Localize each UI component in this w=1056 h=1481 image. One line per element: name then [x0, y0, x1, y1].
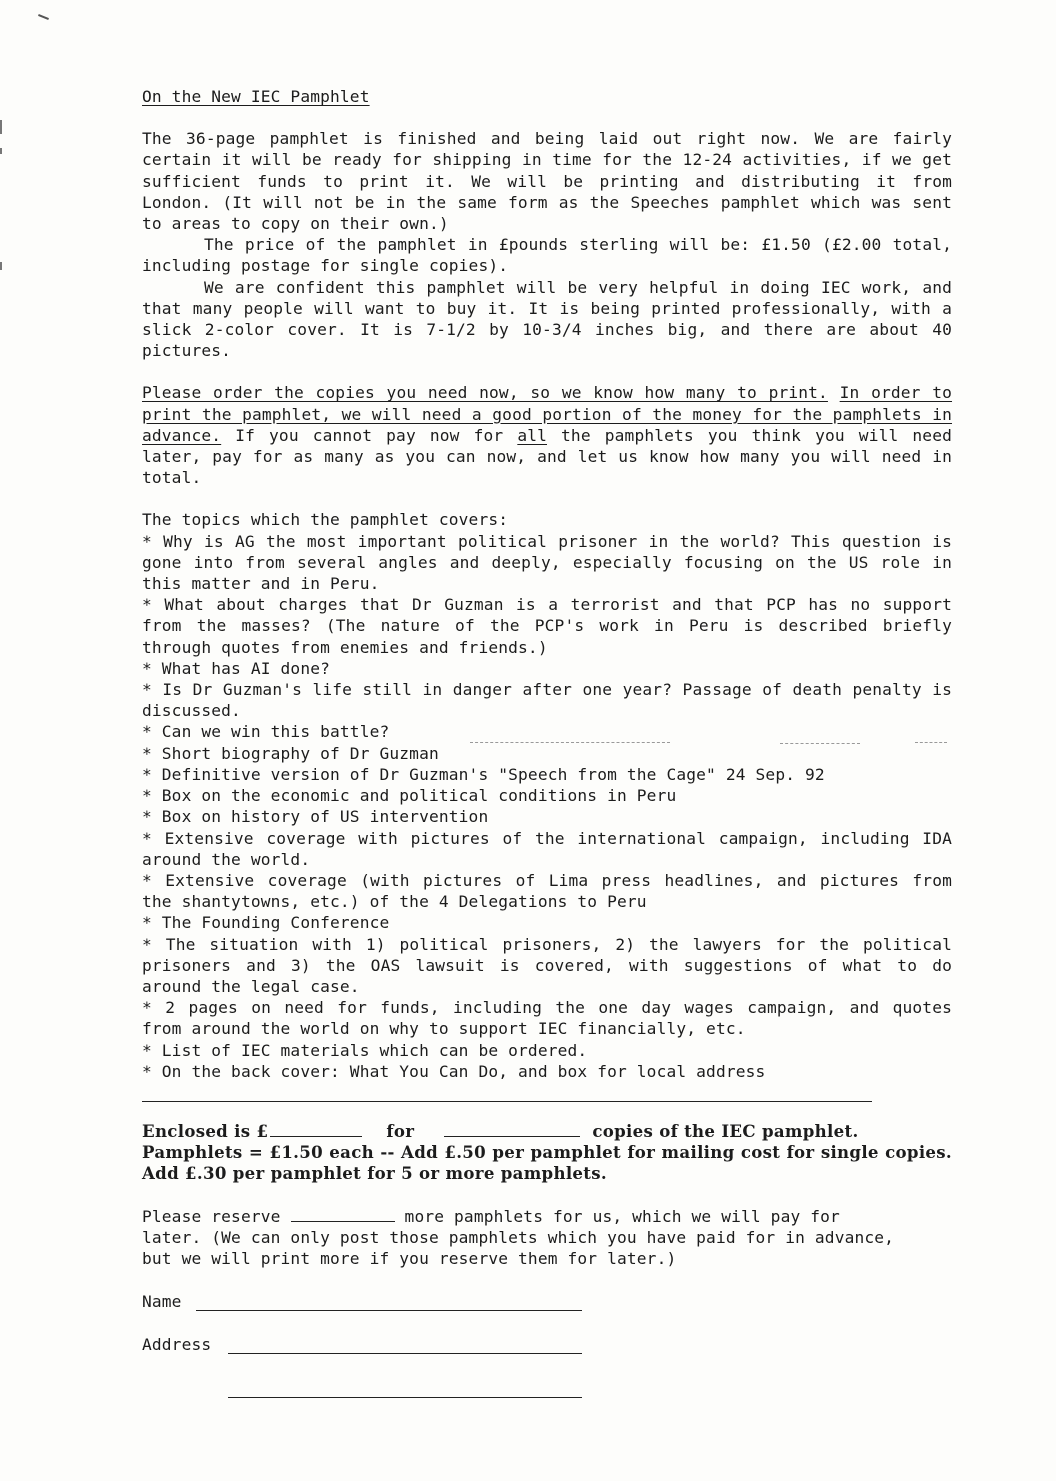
address-row — [142, 1334, 952, 1377]
scan-speck — [38, 14, 49, 20]
list-item: * On the back cover: What You Can Do, and box for local address — [142, 1061, 766, 1081]
list-item: * Why is AG the most important political prisoner in the world? This question is gone into from several angles and deeply, especially focusing on the US role in this matter and in Peru. — [142, 531, 952, 594]
section-divider — [142, 1101, 872, 1102]
copies-field[interactable] — [444, 1121, 580, 1137]
reserve-paragraph — [142, 1206, 902, 1270]
list-item: * The Founding Conference — [142, 913, 390, 933]
list-item: * The situation with 1) political prisoners, 2) the lawyers for the political prisoners and 3) the OAS lawsuit is covered, with suggestions of what to do around the legal case. — [142, 934, 952, 996]
address-field-line-2[interactable] — [228, 1397, 582, 1398]
margin-mark — [0, 120, 2, 134]
address-label: Address — [142, 1335, 212, 1355]
order-emphasis-1: Please order the copies you need now, so we know how many to print. — [142, 383, 828, 403]
list-item: * Can we win this battle? — [142, 722, 390, 742]
amount-field[interactable] — [270, 1121, 362, 1137]
list-item: * 2 pages on need for funds, including the one day wages campaign, and quotes from around the world on why to support IEC financially, etc. — [142, 998, 952, 1039]
list-item: * Box on the economic and political conditions in Peru — [142, 786, 677, 806]
list-item: * Short biography of Dr Guzman — [142, 743, 439, 763]
topics-list — [142, 531, 952, 1082]
paragraph-description: We are confident this pamphlet will be very helpful in doing IEC work, and that many people will want to buy it. It is being printed professionally, with a slick 2-color cover. It is 7-1/2 by 10-3/4 inches big, and there are about 40 pictures. — [142, 277, 952, 361]
name-field[interactable] — [196, 1310, 582, 1311]
pricing-note: Pamphlets = £1.50 each -- Add £.50 per pamphlet for mailing cost for single copies. Add £.30 per pamphlet for 5 or more pamphlets. — [142, 1142, 952, 1184]
paragraph-price: The price of the pamphlet in £pounds sterling will be: £1.50 (£2.00 total, including postage for single copies). — [142, 235, 952, 276]
list-item: * List of IEC materials which can be ordered. — [142, 1040, 588, 1060]
list-item: * What about charges that Dr Guzman is a terrorist and that PCP has no support from the masses? (The nature of the PCP's work in Peru is described briefly through quotes from enemies and friends.) — [142, 595, 952, 657]
topics-intro: The topics which the pamphlet covers: — [142, 510, 509, 530]
enclosed-for: for — [386, 1120, 415, 1141]
list-item: * Definitive version of Dr Guzman's "Speech from the Cage" 24 Sep. 92 — [142, 764, 825, 784]
enclosed-tail: copies of the IEC pamphlet. — [592, 1120, 859, 1141]
list-item: * Is Dr Guzman's life still in danger after one year? Passage of death penalty is discussed. — [142, 680, 952, 721]
name-label: Name — [142, 1292, 182, 1312]
address-field-line-1[interactable] — [228, 1353, 582, 1354]
paragraph-status: The 36-page pamphlet is finished and being laid out right now. We are fairly certain it will be ready for shipping in time for the 12-24 activities, if we get sufficient funds to print it. We will be printing and distributing it from London. (It will not be in the same form as the Speeches pamphlet which was sent to areas to copy on their own.) — [142, 129, 952, 234]
list-item: * Extensive coverage (with pictures of Lima press headlines, and pictures from the shantytowns, etc.) of the 4 Delegations to Peru — [142, 870, 952, 912]
order-form — [142, 1121, 952, 1185]
paragraph-order — [142, 382, 952, 488]
order-text: If you cannot pay now for — [221, 425, 518, 445]
name-row — [142, 1291, 952, 1334]
document-body — [142, 86, 952, 1377]
enclosed-label: Enclosed is £ — [142, 1120, 269, 1141]
margin-mark — [0, 262, 2, 270]
margin-mark — [0, 148, 2, 154]
order-all: all — [517, 425, 547, 445]
list-item: * Box on history of US intervention — [142, 807, 489, 827]
list-item: * Extensive coverage with pictures of the international campaign, including IDA around the world. — [142, 828, 952, 869]
reserve-label: Please reserve — [142, 1206, 281, 1226]
reserve-text: more pamphlets for us, which we will pay for later. (We can only post those pamphlets which you have paid for in advance, but we will print more if you reserve them for later.) — [142, 1206, 895, 1268]
order-text-2: the pamphlets you think you will need later, pay for as many as you can now, and let us know how many you will need in total. — [142, 425, 952, 488]
list-item: * What has AI done? — [142, 658, 331, 678]
reserve-field[interactable] — [291, 1206, 395, 1222]
enclosed-line — [142, 1121, 952, 1142]
order-emphasis-2: In order to print the pamphlet, we will need a good portion of the money for the pamphlets in advance. — [142, 383, 953, 445]
page-title: On the New IEC Pamphlet — [142, 87, 370, 106]
